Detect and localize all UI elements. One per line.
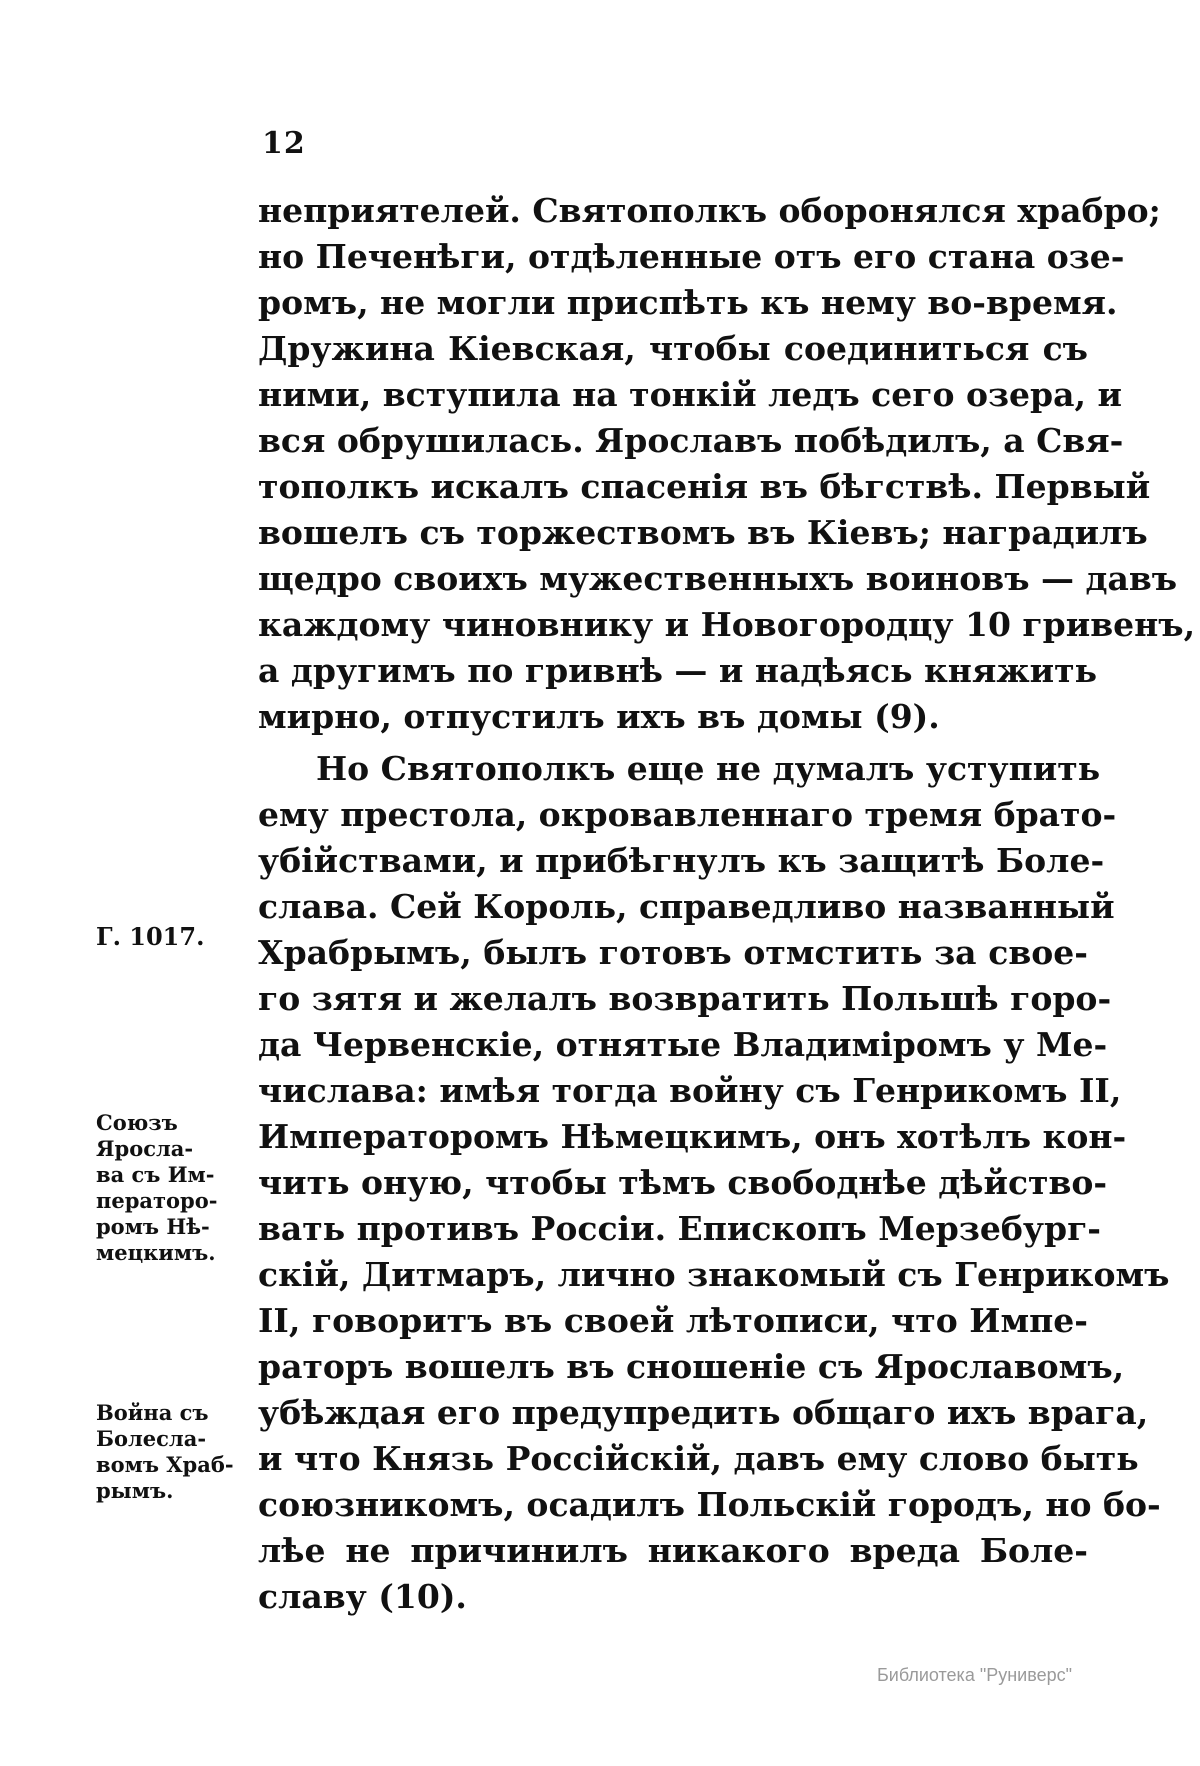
margin-note-line: Война съ	[96, 1400, 209, 1425]
text-line: щедро своихъ мужественныхъ воиновъ — давъ	[258, 559, 1178, 598]
text-line: мирно, отпустилъ ихъ въ домы (9).	[258, 697, 940, 736]
text-line: вать противъ Россіи. Епископъ Мерзебург-	[258, 1209, 1101, 1248]
text-line: раторъ вошелъ въ сношеніе съ Ярославомъ,	[258, 1347, 1125, 1386]
margin-note-line: Г. 1017.	[96, 922, 205, 951]
text-line: II, говоритъ въ своей лѣтописи, что Импе-	[258, 1301, 1088, 1340]
margin-note-line: Яросла-	[96, 1136, 194, 1161]
margin-note-war	[96, 1400, 234, 1504]
margin-note-line: Болесла-	[96, 1426, 207, 1451]
text-line: Дружина Кіевская, чтобы соединиться съ	[258, 329, 1088, 368]
text-line: неприятелей. Святополкъ оборонялся храбро;	[258, 191, 1161, 230]
text-line: каждому чиновнику и Новогородцу 10 гривенъ,	[258, 605, 1196, 644]
text-line: убійствами, и прибѣгнулъ къ защитѣ Боле-	[258, 841, 1105, 880]
text-line: чить оную, чтобы тѣмъ свободнѣе дѣйство-	[258, 1163, 1108, 1202]
margin-note-line: вомъ Храб-	[96, 1452, 234, 1477]
margin-note-union	[96, 1110, 217, 1266]
text-line: ромъ, не могли приспѣть къ нему во-время.	[258, 283, 1118, 322]
text-line: ему престола, окровавленнаго тремя брато-	[258, 795, 1117, 834]
margin-note-line: ператоро-	[96, 1188, 218, 1213]
text-line: скій, Дитмаръ, лично знакомый съ Генрикомъ	[258, 1255, 1170, 1294]
page-number: 12	[262, 126, 306, 161]
text-line: Но Святополкъ еще не думалъ уступить	[316, 749, 1101, 788]
text-line: да Червенскіе, отнятые Владиміромъ у Ме-	[258, 1025, 1108, 1064]
margin-note-line: Союзъ	[96, 1110, 178, 1135]
text-line: лѣе не причинилъ никакого вреда Боле-	[258, 1531, 1088, 1570]
text-line: но Печенѣги, отдѣленные отъ его стана озе-	[258, 237, 1125, 276]
text-line: числава: имѣя тогда войну съ Генрикомъ II,	[258, 1071, 1122, 1110]
text-line: го зятя и желалъ возвратить Польшѣ горо-	[258, 979, 1112, 1018]
text-line: ними, вступила на тонкій ледъ сего озера, и	[258, 375, 1122, 414]
text-line: славу (10).	[258, 1577, 467, 1616]
text-line: Императоромъ Нѣмецкимъ, онъ хотѣлъ кон-	[258, 1117, 1127, 1156]
library-watermark: Библиотека "Руниверс"	[876, 1665, 1072, 1685]
text-line: вся обрушилась. Ярославъ побѣдилъ, а Свя-	[258, 421, 1124, 460]
text-line: вошелъ съ торжествомъ въ Кіевъ; наградилъ	[258, 513, 1148, 552]
margin-note-line: ромъ Нѣ-	[96, 1214, 210, 1239]
text-line: Храбрымъ, былъ готовъ отмстить за свое-	[258, 933, 1088, 972]
margin-note-line: мецкимъ.	[96, 1240, 216, 1265]
text-line: союзникомъ, осадилъ Польскій городъ, но бо-	[258, 1485, 1161, 1524]
margin-note-year	[96, 924, 204, 950]
text-line: тополкъ искалъ спасенія въ бѣгствѣ. Первый	[258, 467, 1151, 506]
text-line: убѣждая его предупредить общаго ихъ врага,	[258, 1393, 1149, 1432]
text-line: а другимъ по гривнѣ — и надѣясь княжить	[258, 651, 1097, 690]
text-line: слава. Сей Король, справедливо названный	[258, 887, 1115, 926]
margin-note-line: ва съ Им-	[96, 1162, 215, 1187]
text-line: и что Князь Россійскій, давъ ему слово быть	[258, 1439, 1139, 1478]
margin-note-line: рымъ.	[96, 1478, 174, 1503]
